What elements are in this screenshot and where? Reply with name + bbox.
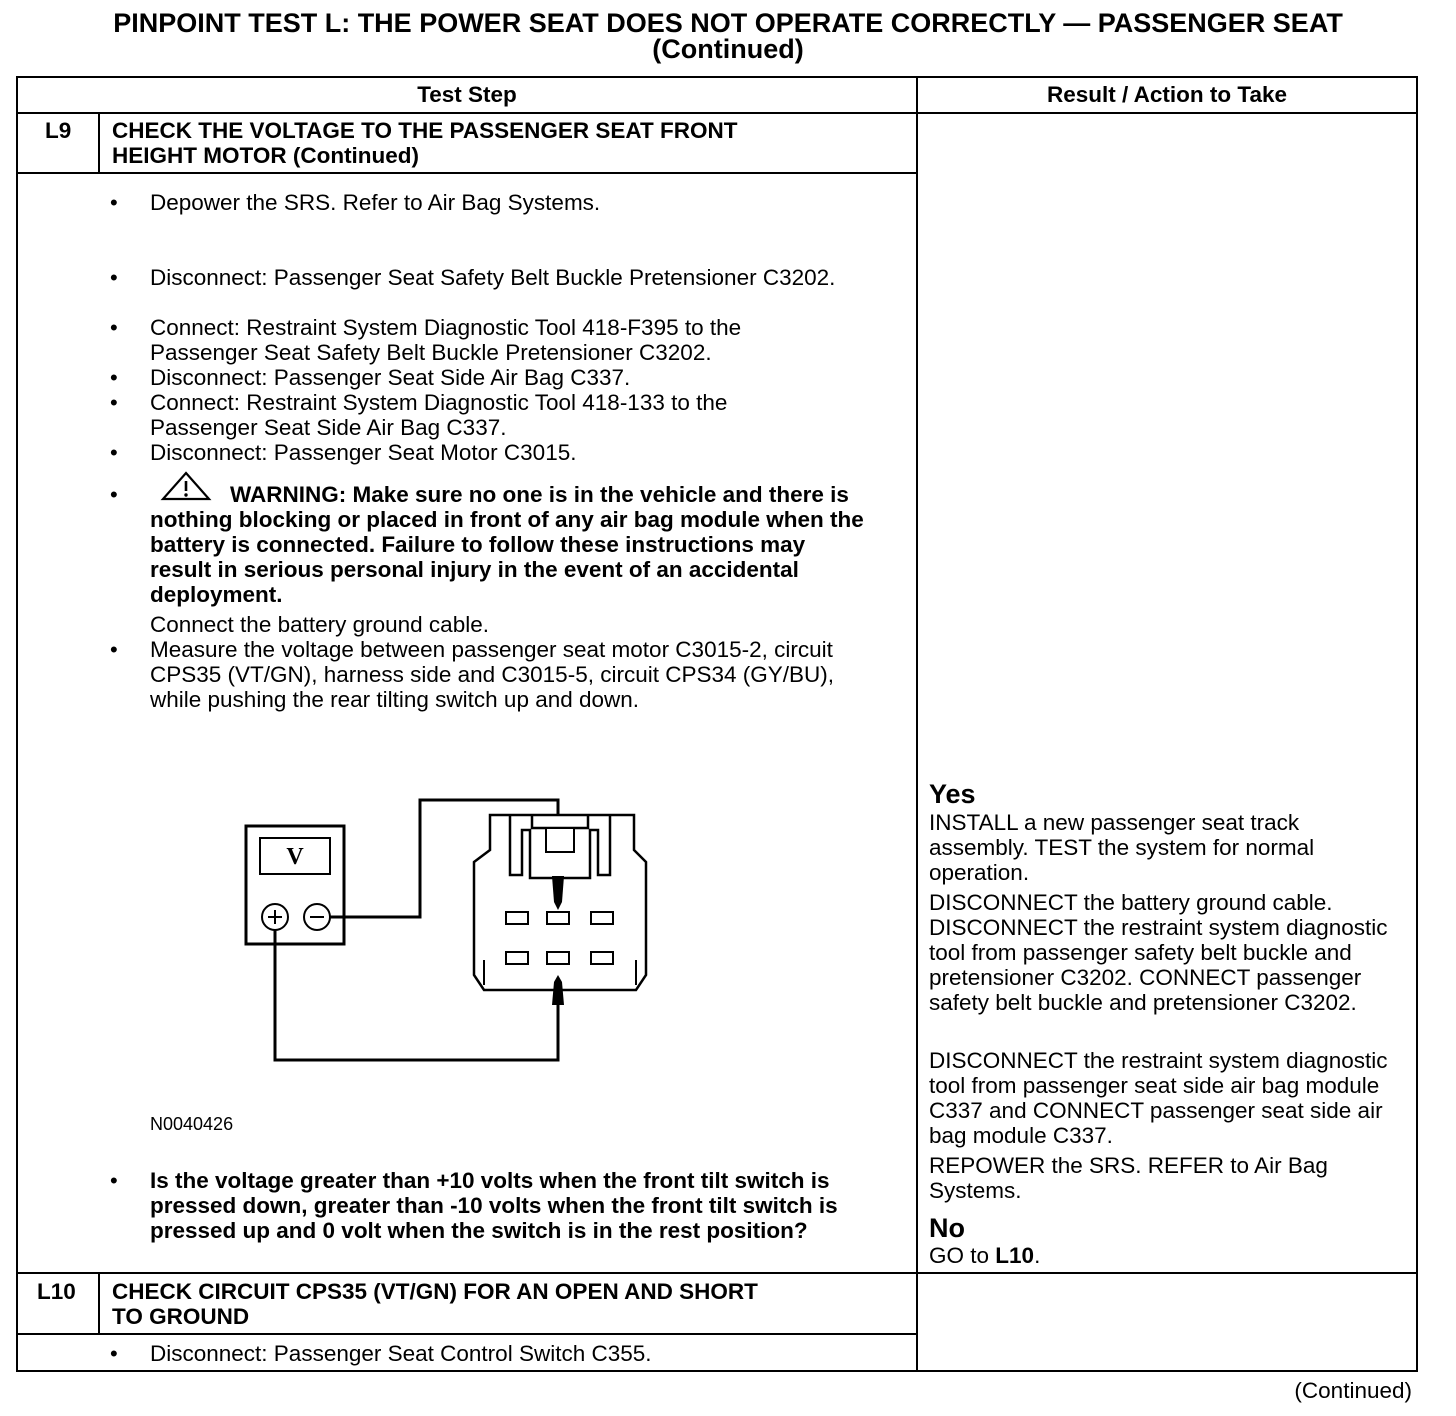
bullet-icon: • — [110, 315, 118, 340]
column-divider — [916, 76, 918, 1372]
yes-disconnect-battery: DISCONNECT the battery ground cable. DISCONNECT the restraint system diagnostic tool from passenger safety belt buckle and pretensioner C3202. CONNECT passenger safety belt buckle and pretensioner C3202. — [929, 890, 1388, 1015]
yes-install: INSTALL a new passenger seat track assembly. TEST the system for normal operation. — [929, 810, 1315, 885]
pin-2 — [547, 912, 569, 924]
figure-id: N0040426 — [150, 1114, 234, 1134]
bullet-icon: • — [110, 365, 118, 390]
step-disconnect-pretensioner: Disconnect: Passenger Seat Safety Belt Buckle Pretensioner C3202. — [150, 265, 836, 290]
l9-heading-line1: CHECK THE VOLTAGE TO THE PASSENGER SEAT FRONT — [112, 118, 738, 143]
no-action: GO to L10. — [929, 1243, 1041, 1268]
l10-step-id: L10 — [37, 1279, 76, 1304]
header-divider — [16, 112, 1418, 114]
step-disconnect-motor: Disconnect: Passenger Seat Motor C3015. — [150, 440, 577, 465]
bullet-icon: • — [110, 637, 118, 662]
l9-heading — [112, 118, 902, 168]
voltmeter-connector-diagram — [240, 790, 660, 1070]
pin — [506, 912, 528, 924]
bullet-icon: • — [110, 440, 118, 465]
continued-footer: (Continued) — [1294, 1378, 1412, 1403]
header-result: Result / Action to Take — [1046, 82, 1288, 107]
page-title — [0, 10, 1456, 62]
bullet-icon: • — [110, 1168, 118, 1193]
step-disconnect-side-airbag: Disconnect: Passenger Seat Side Air Bag C337. — [150, 365, 631, 390]
no-target-link[interactable]: L10 — [995, 1243, 1035, 1268]
test-question: Is the voltage greater than +10 volts when the front tilt switch is pressed down, greater than -10 volts when the front tilt switch is pressed up and 0 volt when the switch is in the rest position? — [150, 1168, 838, 1243]
l9-heading-line2: HEIGHT MOTOR (Continued) — [112, 143, 420, 168]
pin — [506, 952, 528, 964]
l9-heading-divider — [16, 172, 918, 174]
bullet-icon: • — [110, 482, 118, 507]
bullet-icon: • — [110, 1341, 118, 1366]
l10-heading-line1: CHECK CIRCUIT CPS35 (VT/GN) FOR AN OPEN AND SHORT — [112, 1279, 758, 1304]
header-test-step: Test Step — [417, 82, 517, 107]
step-measure-voltage: Measure the voltage between passenger seat motor C3015-2, circuit CPS35 (VT/GN), harness side and C3015-5, circuit CPS34 (GY/BU), while pushing the rear tilting switch up and down. — [150, 637, 835, 712]
l10-heading-divider — [16, 1333, 918, 1335]
no-label: No — [929, 1213, 965, 1243]
pin — [591, 912, 613, 924]
l10-heading — [112, 1279, 902, 1329]
step-depower: Depower the SRS. Refer to Air Bag Systems. — [150, 190, 601, 215]
step-connect-tool-f395: Connect: Restraint System Diagnostic Tool 418-F395 to the Passenger Seat Safety Belt Buckle Pretensioner C3202. — [150, 315, 742, 365]
l10-step-disconnect-switch: Disconnect: Passenger Seat Control Switch C355. — [150, 1341, 652, 1366]
l9-step-id: L9 — [45, 118, 72, 143]
step-connect-tool-133: Connect: Restraint System Diagnostic Tool 418-133 to the Passenger Seat Side Air Bag C337. — [150, 390, 728, 440]
l10-heading-line2: TO GROUND — [112, 1304, 250, 1329]
l10-row-divider — [16, 1272, 1418, 1274]
warning-text: WARNING: Make sure no one is in the vehicle and there is nothing blocking or placed in front of any air bag module when the battery is connected. Failure to follow these instructions may result in serious personal injury in the event of an accidental deployment. — [150, 482, 864, 607]
bullet-icon: • — [110, 190, 118, 215]
bullet-icon: • — [110, 390, 118, 415]
l10-id-divider — [98, 1274, 100, 1334]
yes-disconnect-airbag-tool: DISCONNECT the restraint system diagnostic tool from passenger seat side air bag module C337 and CONNECT passenger seat side air bag module C337. — [929, 1048, 1388, 1148]
bullet-icon: • — [110, 265, 118, 290]
yes-repower: REPOWER the SRS. REFER to Air Bag Systems. — [929, 1153, 1328, 1203]
step-connect-battery: Connect the battery ground cable. — [150, 612, 489, 637]
l9-id-divider — [98, 114, 100, 174]
title-line2: (Continued) — [652, 34, 804, 64]
yes-label: Yes — [929, 779, 976, 809]
pin-5 — [547, 952, 569, 964]
title-line1: PINPOINT TEST L: THE POWER SEAT DOES NOT OPERATE CORRECTLY — PASSENGER SEAT — [113, 8, 1343, 38]
voltmeter-label: V — [286, 844, 304, 870]
pin — [591, 952, 613, 964]
